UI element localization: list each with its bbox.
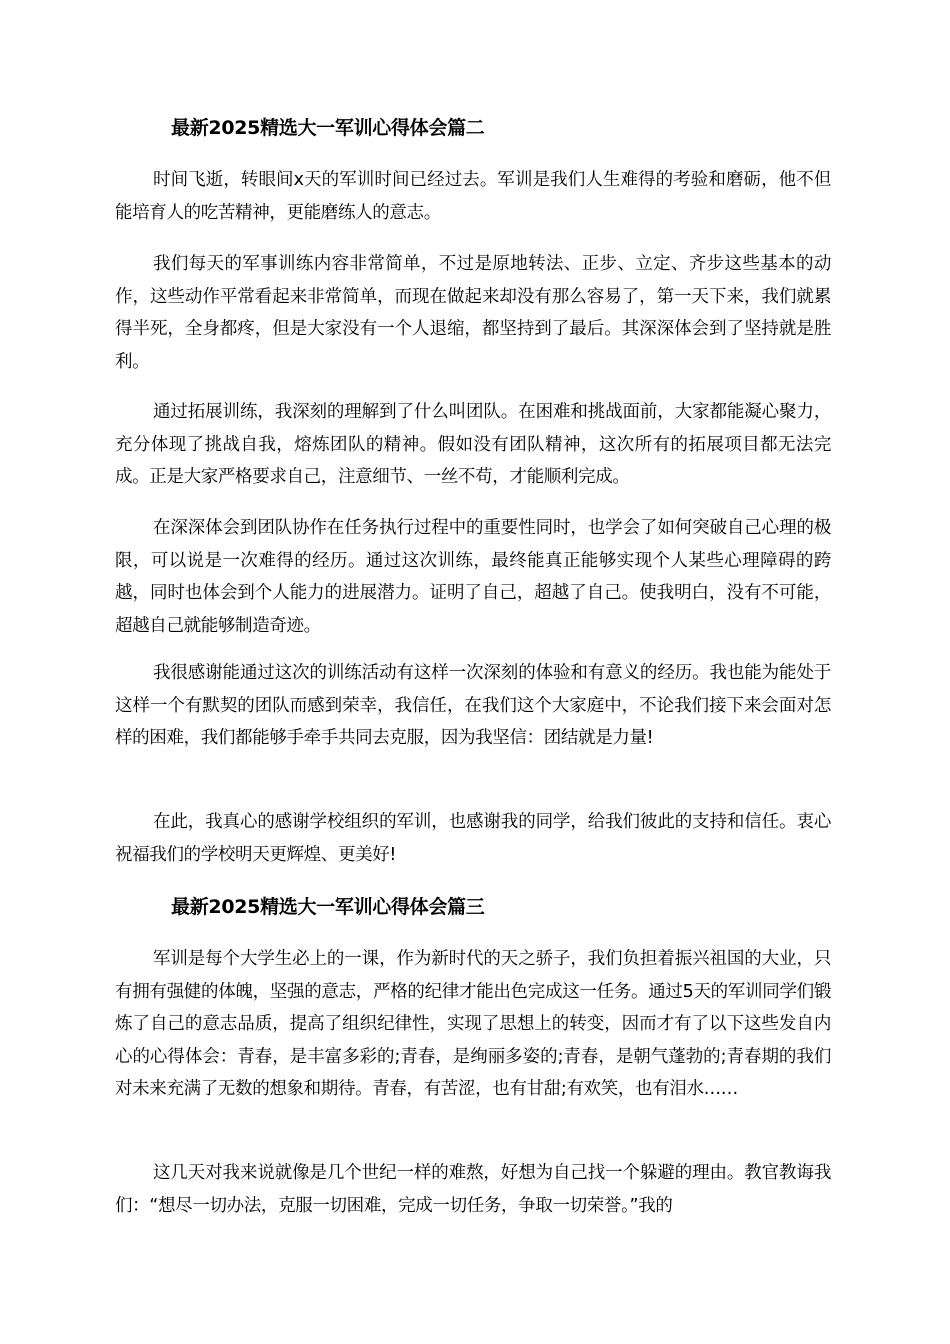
paragraph: 时间飞逝，转眼间x天的军训时间已经过去。军训是我们人生难得的考验和磨砺，他不但能培育人的吃苦精神，更能磨练人的意志。 [115,170,831,223]
paragraph: 军训是每个大学生必上的一课，作为新时代的天之骄子，我们负担着振兴祖国的大业，只有拥有强健的体魄，坚强的意志，严格的纪律才能出色完成这一任务。通过5天的军训同学们锻炼了自己的意志品质，提高了组织纪律性，实现了思想上的转变，因而才有了以下这些发自内心的心得体会：青春，是丰富多彩的;青春，是绚丽多姿的;青春，是朝气蓬勃的;青春期的我们对未来充满了无数的想象和期待。青春，有苦涩，也有甘甜;有欢笑，也有泪水…… [115,949,831,1100]
paragraph: 在深深体会到团队协作在任务执行过程中的重要性同时，也学会了如何突破自己心理的极限，可以说是一次难得的经历。通过这次训练，最终能真正能够实现个人某些心理障碍的跨越，同时也体会到个人能力的进展潜力。证明了自己，超越了自己。使我明白，没有不可能，超越自己就能够制造奇迹。 [115,518,831,636]
paragraph: 我很感谢能通过这次的训练活动有这样一次深刻的体验和有意义的经历。我也能为能处于这样一个有默契的团队而感到荣幸，我信任，在我们这个大家庭中，不论我们接下来会面对怎样的困难，我们都能够手牵手共同去克服，因为我坚信：团结就是力量! [115,663,831,749]
paragraph: 这几天对我来说就像是几个世纪一样的难熬，好想为自己找一个躲避的理由。教官教诲我们：“想尽一切办法，克服一切困难，完成一切任务，争取一切荣誉。”我的 [115,1163,831,1216]
section-heading-3: 最新2025精选大一军训心得体会篇三 [171,896,485,918]
section-heading-2: 最新2025精选大一军训心得体会篇二 [171,117,485,139]
paragraph: 通过拓展训练，我深刻的理解到了什么叫团队。在困难和挑战面前，大家都能凝心聚力，充分体现了挑战自我，熔炼团队的精神。假如没有团队精神，这次所有的拓展项目都无法完成。正是大家严格要求自己，注意细节、一丝不苟，才能顺利完成。 [115,402,831,488]
paragraph: 在此，我真心的感谢学校组织的军训，也感谢我的同学，给我们彼此的支持和信任。衷心祝福我们的学校明天更辉煌、更美好! [115,812,831,865]
paragraph: 我们每天的军事训练内容非常简单，不过是原地转法、正步、立定、齐步这些基本的动作，这些动作平常看起来非常简单，而现在做起来却没有那么容易了，第一天下来，我们就累得半死，全身都疼，但是大家没有一个人退缩，都坚持到了最后。其深深体会到了坚持就是胜利。 [115,254,831,372]
